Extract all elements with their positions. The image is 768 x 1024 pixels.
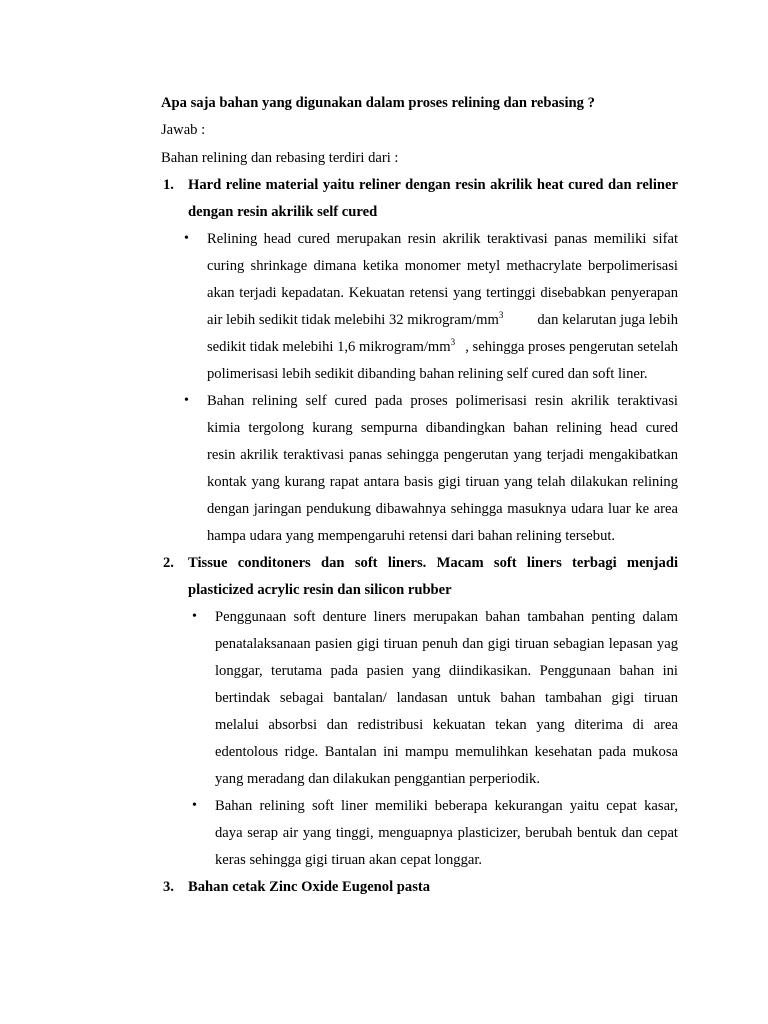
bullet-text-line: hampa udara yang mempengaruhi retensi dari bahan relining tersebut. xyxy=(207,528,616,544)
bullet-text-line xyxy=(207,311,678,329)
bullet-text-line: polimerisasi lebih sedikit dibanding bahan relining self cured dan soft liner. xyxy=(207,366,648,382)
bullet-text-line: kontak yang kurang rapat antara basis gigi tiruan yang telah dilakukan relining xyxy=(207,474,678,490)
question-heading: Apa saja bahan yang digunakan dalam proses relining dan rebasing ? xyxy=(161,95,595,111)
item-heading-line: Hard reline material yaitu reliner dengan resin akrilik heat cured dan reliner xyxy=(188,177,678,193)
bullet-text-line: penatalaksanaan pasien gigi tiruan penuh dan gigi tiruan sebagian lepasan yag xyxy=(215,636,678,652)
superscript: 3 xyxy=(450,337,456,347)
bullet-text-line: yang meradang dan dilakukan penggantian perperiodik. xyxy=(215,771,541,787)
item-heading-line: Tissue conditoners dan soft liners. Macam soft liners terbagi menjadi xyxy=(188,555,678,571)
item-heading-line: dengan resin akrilik self cured xyxy=(188,204,378,220)
bullet-text-line: akan terjadi kepadatan. Kekuatan retensi yang tertinggi disebabkan penyerapan xyxy=(207,285,678,301)
bullet-icon: • xyxy=(192,798,197,813)
superscript: 3 xyxy=(498,310,504,320)
bullet-text-line: resin akrilik teraktivasi panas sehingga pengerutan yang terjadi mengakibatkan xyxy=(207,447,678,463)
bullet-text-line xyxy=(207,338,678,356)
intro-text: Bahan relining dan rebasing terdiri dari : xyxy=(161,150,399,166)
bullet-icon: • xyxy=(192,609,197,624)
bullet-text-line: edentolous ridge. Bantalan ini mampu memulihkan kesehatan pada mukosa xyxy=(215,744,678,760)
bullet-text-segment: sedikit tidak melebihi 1,6 mikrogram/mm xyxy=(207,339,451,355)
item-number: 1. xyxy=(163,177,174,193)
bullet-text-line: keras sehingga gigi tiruan akan cepat longgar. xyxy=(215,852,483,868)
bullet-text-line: Relining head cured merupakan resin akrilik teraktivasi panas memiliki sifat xyxy=(207,231,678,247)
bullet-text-line: Bahan relining soft liner memiliki beberapa kekurangan yaitu cepat kasar, xyxy=(215,798,678,814)
item-heading-line: Bahan cetak Zinc Oxide Eugenol pasta xyxy=(188,879,431,895)
bullet-text-line: curing shrinkage dimana ketika monomer metyl methacrylate berpolimerisasi xyxy=(207,258,678,274)
bullet-text-line: longgar, terutama pada pasien yang diindikasikan. Penggunaan bahan ini xyxy=(215,663,678,679)
bullet-icon: • xyxy=(184,231,189,246)
bullet-text-segment: , sehingga proses pengerutan setelah xyxy=(465,339,678,355)
bullet-text-line: kimia tergolong kurang sempurna dibandingkan bahan relining head cured xyxy=(207,420,678,436)
bullet-icon: • xyxy=(184,393,189,408)
item-heading-line: plasticized acrylic resin dan silicon rubber xyxy=(188,582,452,598)
item-number: 2. xyxy=(163,555,174,571)
bullet-text-line: Penggunaan soft denture liners merupakan bahan tambahan penting dalam xyxy=(215,609,678,625)
bullet-text-line: bertindak sebagai bantalan/ landasan untuk bahan tambahan gigi tiruan xyxy=(215,690,678,706)
bullet-text-line: daya serap air yang tinggi, menguapnya plasticizer, berubah bentuk dan cepat xyxy=(215,825,678,841)
bullet-text-segment: air lebih sedikit tidak melebihi 32 mikrogram/mm xyxy=(207,312,499,328)
answer-label: Jawab : xyxy=(161,122,206,138)
bullet-text-line: melalui absorbsi dan redistribusi kekuatan tekan yang diterima di area xyxy=(215,717,678,733)
bullet-text-segment: dan kelarutan juga lebih xyxy=(537,312,678,328)
bullet-text-line: Bahan relining self cured pada proses polimerisasi resin akrilik teraktivasi xyxy=(207,393,678,409)
item-number: 3. xyxy=(163,879,174,895)
bullet-text-line: dengan jaringan pendukung dibawahnya sehingga masuknya udara luar ke area xyxy=(207,501,678,517)
